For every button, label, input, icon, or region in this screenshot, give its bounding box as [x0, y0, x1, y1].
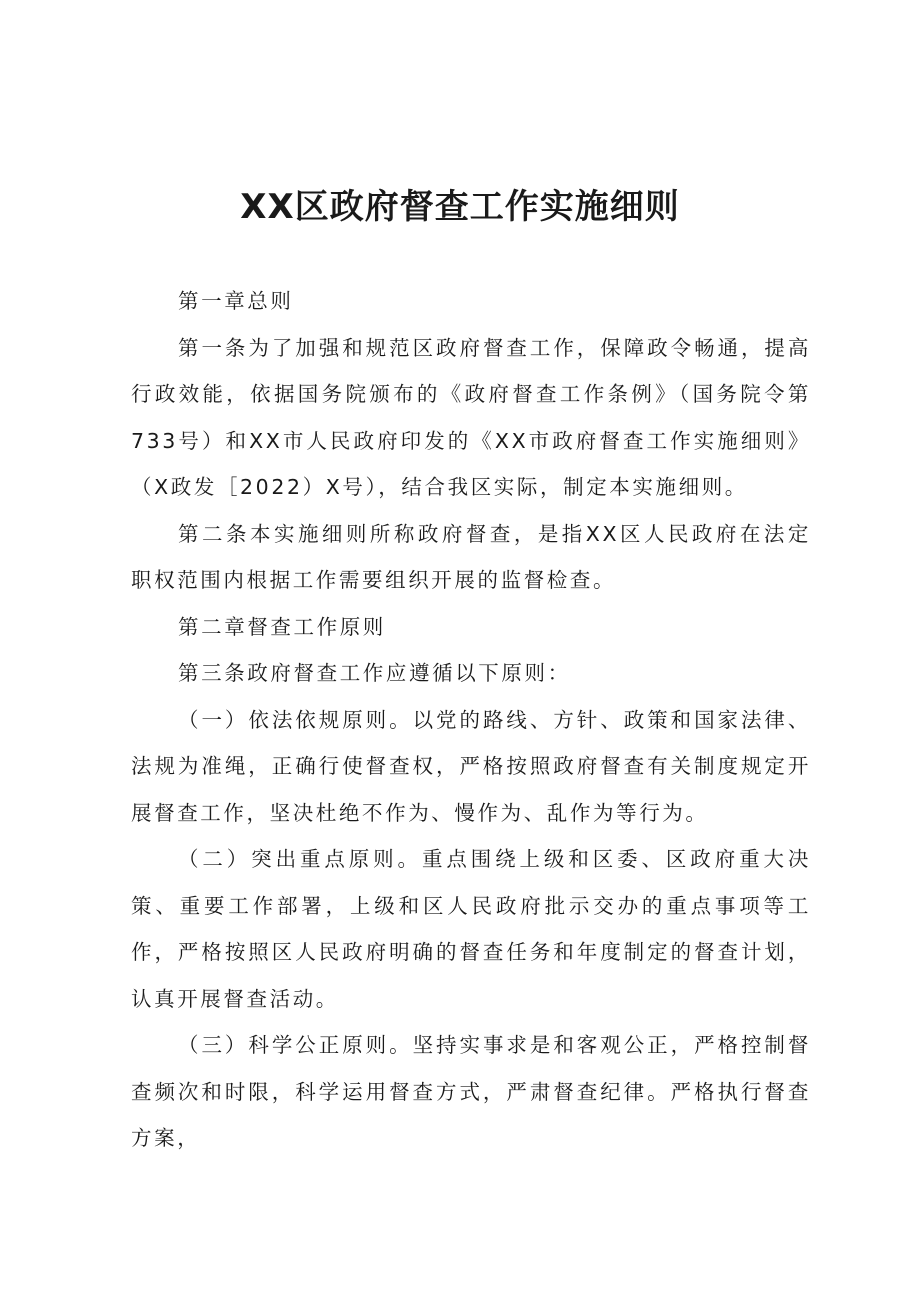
chapter-heading-2: 第二章督查工作原则: [178, 614, 386, 639]
article-1-paragraph: 第一条为了加强和规范区政府督查工作，保障政令畅通，提高行政效能，依据国务院颁布的《政府督查工作条例》（国务院令第733号）和XX市人民政府印发的《XX市政府督查工作实施细则》（X政发［2022）X号），结合我区实际，制定本实施细则。: [131, 335, 811, 499]
chapter-heading-1: 第一章总则: [178, 289, 294, 313]
principle-3-paragraph: （三）科学公正原则。坚持实事求是和客观公正，严格控制督查频次和时限，科学运用督查方式，严肃督查纪律。严格执行督查方案，: [131, 1033, 811, 1150]
document-body: [131, 278, 811, 1162]
article-2-paragraph: 第二条本实施细则所称政府督查，是指XX区人民政府在法定职权范围内根据工作需要组织开展的监督检查。: [131, 521, 811, 592]
article-3-paragraph: 第三条政府督查工作应遵循以下原则：: [178, 661, 571, 685]
principle-2-paragraph: （二）突出重点原则。重点围绕上级和区委、区政府重大决策、重要工作部署，上级和区人民政府批示交办的重点事项等工作，严格按照区人民政府明确的督查任务和年度制定的督查计划，认真开展督查活动。: [131, 847, 811, 1011]
document-title: XX区政府督查工作实施细则: [240, 187, 680, 227]
principle-1-paragraph: （一）依法依规原则。以党的路线、方针、政策和国家法律、法规为准绳，正确行使督查权，严格按照政府督查有关制度规定开展督查工作，坚决杜绝不作为、慢作为、乱作为等行为。: [131, 707, 811, 825]
